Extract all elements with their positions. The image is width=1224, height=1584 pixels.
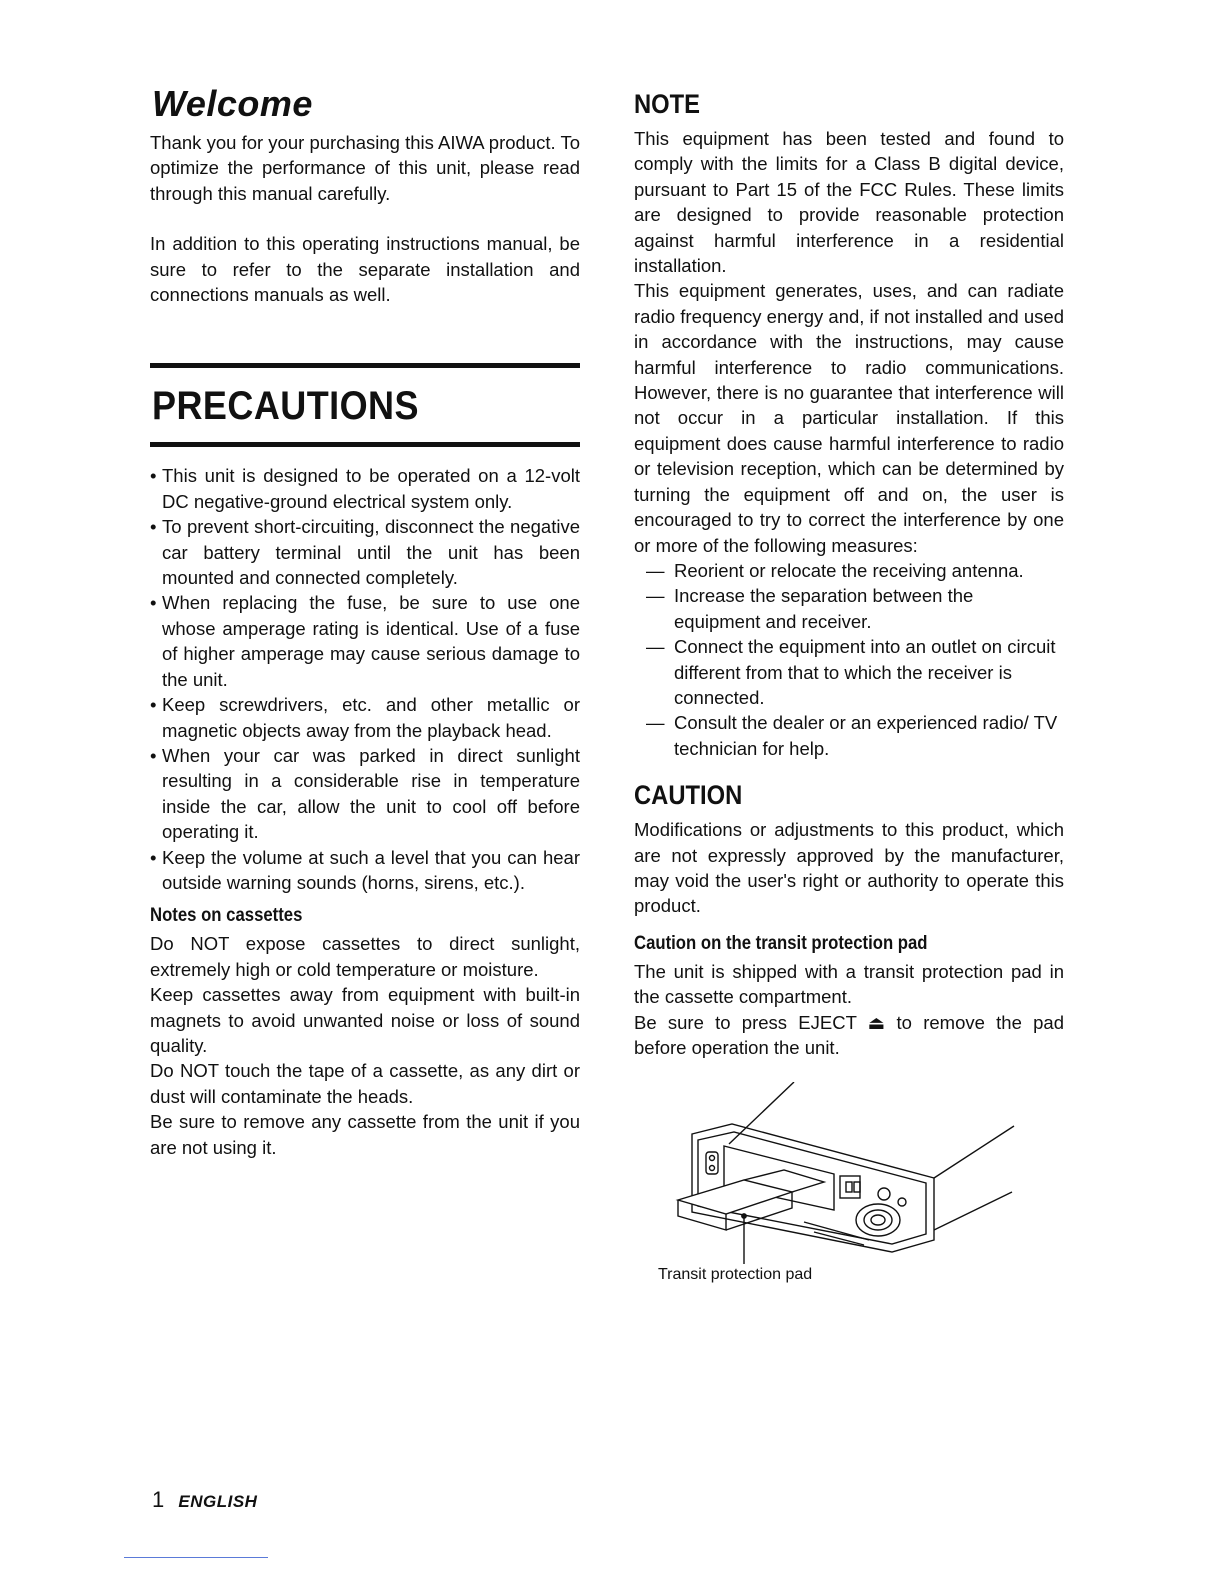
- cassettes-paragraph-2: Keep cassettes away from equipment with built-in magnets to avoid unwanted noise or loss of sound quality.: [150, 984, 580, 1056]
- page-number: 1: [152, 1487, 165, 1512]
- precautions-list: [150, 463, 580, 895]
- note-title: NOTE: [634, 89, 701, 119]
- cassettes-paragraph-3: Do NOT touch the tape of a cassette, as any dirt or dust will contaminate the heads.: [150, 1060, 580, 1107]
- measure-item: — Increase the separation between the equipment and receiver.: [646, 583, 1064, 634]
- cassettes-paragraph-4: Be sure to remove any cassette from the unit if you are not using it.: [150, 1111, 580, 1158]
- transit-paragraph-1: The unit is shipped with a transit protection pad in the cassette compartment.: [634, 960, 1064, 1008]
- welcome-paragraph-2: In addition to this operating instructions manual, be sure to refer to the separate installation and connections manuals as well.: [150, 233, 580, 306]
- measure-item: — Consult the dealer or an experienced radio/ TV technician for help.: [646, 710, 1064, 761]
- precaution-item: • This unit is designed to be operated on a 12-volt DC negative-ground electrical system only.: [150, 463, 580, 514]
- left-column: [150, 84, 580, 1160]
- caution-title: CAUTION: [634, 780, 743, 811]
- precaution-item: • When replacing the fuse, be sure to use one whose amperage rating is identical. Use of a fuse of higher amperage may cause serious damage to the unit.: [150, 590, 580, 692]
- precaution-item: • Keep the volume at such a level that you can hear outside warning sounds (horns, sirens, etc.).: [150, 845, 580, 896]
- figure-caption: Transit protection pad: [658, 1266, 813, 1284]
- cassettes-heading: Notes on cassettes: [150, 905, 303, 927]
- page-footer: [152, 1487, 257, 1515]
- transit-paragraph-2-text: Be sure to press EJECT ⏏ to remove the pad before operation the unit.: [634, 1011, 1064, 1058]
- transit-heading: Caution on the transit protection pad: [634, 932, 928, 954]
- measures-list: [634, 558, 1064, 761]
- transit-paragraph-2: [634, 1010, 1064, 1061]
- precaution-item: • To prevent short-circuiting, disconnect the negative car battery terminal until the unit has been mounted and connected completely.: [150, 514, 580, 590]
- precautions-top-rule: [150, 363, 580, 368]
- language-label: ENGLISH: [178, 1492, 258, 1511]
- caution-paragraph: Modifications or adjustments to this product, which are not expressly approved by the manufacturer, may void the user's right or authority to operate this product.: [634, 819, 1064, 917]
- precaution-item: • When your car was parked in direct sunlight resulting in a considerable rise in temperature inside the car, allow the unit to cool off before operating it.: [150, 743, 580, 845]
- transit-pad-illustration: [634, 1082, 1064, 1282]
- measure-item: — Connect the equipment into an outlet on circuit different from that to which the receiver is connected.: [646, 634, 1064, 710]
- welcome-paragraph-1: Thank you for your purchasing this AIWA product. To optimize the performance of this unit, please read through this manual carefully.: [150, 132, 580, 204]
- precautions-title: PRECAUTIONS: [152, 384, 419, 429]
- note-paragraph-1: This equipment has been tested and found to comply with the limits for a Class B digital device, pursuant to Part 15 of the FCC Rules. These limits are designed to provide reasonable protection against harmful interference in a residential installation.: [634, 128, 1064, 277]
- welcome-title: Welcome: [152, 83, 313, 124]
- measure-item: — Reorient or relocate the receiving antenna.: [646, 558, 1064, 583]
- car-stereo-drawing: [634, 1082, 1064, 1267]
- precautions-bottom-rule: [150, 442, 580, 447]
- right-column: [634, 84, 1064, 1282]
- bottom-divider: [124, 1557, 268, 1558]
- note-paragraph-2: This equipment generates, uses, and can radiate radio frequency energy and, if not installed and used in accordance with the instructions, may cause harmful interference to radio communications. However, there is no guarantee that interference will not occur in a particular installation. If this equipment does cause harmful interference to radio or television reception, which can be determined by turning the equipment off and on, the user is encouraged to try to correct the interference by one or more of the following measures:: [634, 280, 1064, 556]
- precaution-item: • Keep screwdrivers, etc. and other metallic or magnetic objects away from the playback head.: [150, 692, 580, 743]
- cassettes-paragraph-1: Do NOT expose cassettes to direct sunlight, extremely high or cold temperature or moisture.: [150, 933, 580, 980]
